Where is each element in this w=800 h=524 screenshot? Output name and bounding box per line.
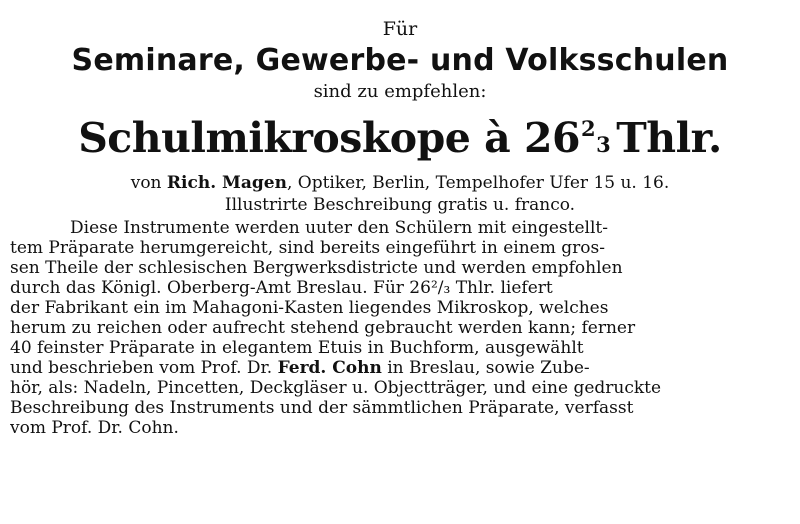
body-line-8	[10, 358, 790, 378]
product-title-fraction: 3	[596, 132, 611, 157]
body-line-8-end: in Breslau, sowie Zube-	[387, 358, 590, 378]
body-line-5: der Fabrikant ein im Mahagoni-Kasten liegendes Mikroskop, welches	[10, 298, 609, 318]
provider-prefix: von	[130, 173, 162, 193]
recommendation-line: sind zu empfehlen:	[313, 81, 487, 102]
body-line-8-start: und beschrieben vom Prof. Dr.	[10, 358, 273, 378]
product-title-main: Schulmikroskope à 26	[78, 114, 581, 162]
body-text	[10, 218, 790, 438]
provider-name: Rich. Magen	[166, 173, 287, 193]
provider-details: , Optiker, Berlin, Tempelhofer Ufer 15 u. 16.	[286, 173, 670, 193]
for-heading: Für	[382, 18, 418, 40]
body-line-9: hör, als: Nadeln, Pincetten, Deckgläser u. Objectträger, und eine gedruckte	[10, 378, 662, 398]
body-line-3: sen Theile der schlesischen Bergwerksdistricte und werden empfohlen	[10, 258, 623, 278]
body-line-4: durch das Königl. Oberberg-Amt Breslau. Für 26²/₃ Thlr. liefert	[10, 278, 553, 298]
body-line-10: Beschreibung des Instruments und der sämmtlichen Präparate, verfasst	[10, 398, 634, 418]
body-line-2: tem Präparate herumgereicht, sind bereits eingeführt in einem gros-	[10, 238, 605, 258]
provider-line	[10, 172, 790, 194]
body-line-7: 40 feinster Präparate in elegantem Etuis in Buchform, ausgewählt	[10, 338, 584, 358]
main-title: Seminare, Gewerbe- und Volksschulen	[71, 43, 729, 78]
product-title-superscript: 2	[581, 116, 596, 141]
product-title-unit: Thlr.	[616, 114, 722, 162]
body-line-11: vom Prof. Dr. Cohn.	[10, 418, 179, 438]
product-title	[10, 104, 790, 170]
description-line: Illustrirte Beschreibung gratis u. franco.	[224, 195, 576, 215]
body-line-6: herum zu reichen oder aufrecht stehend gebraucht werden kann; ferner	[10, 318, 636, 338]
highlighted-name: Ferd. Cohn	[277, 358, 382, 378]
body-line-1: Diese Instrumente werden uuter den Schülern mit eingestellt-	[70, 218, 608, 238]
